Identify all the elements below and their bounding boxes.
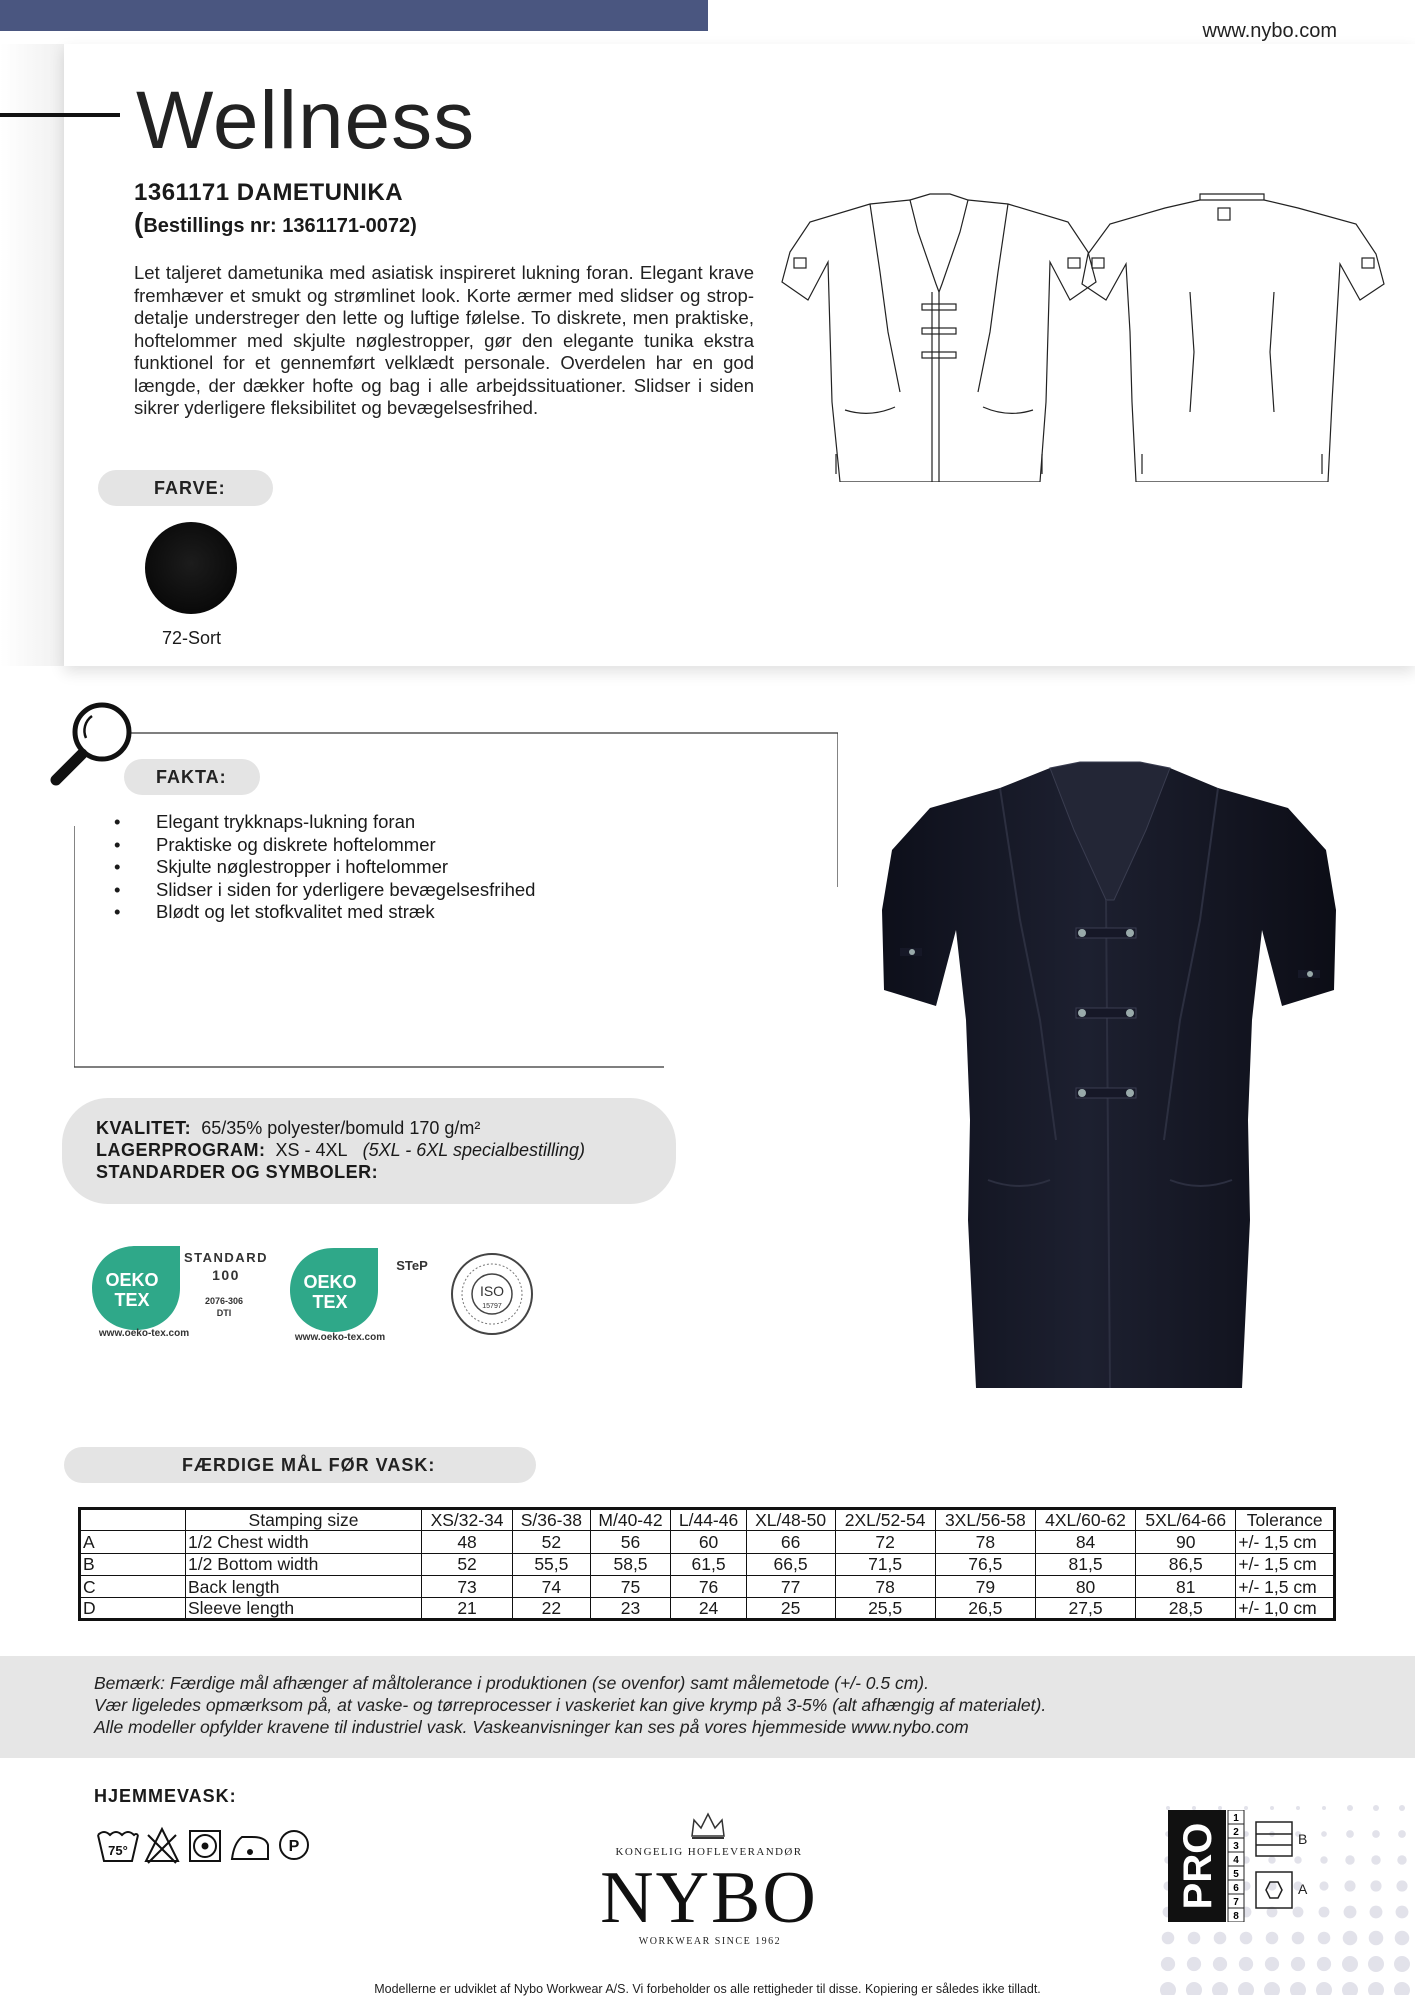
note-line: Vær ligeledes opmærksom på, at vaske- og tørreprocesser i vaskeriet kan give krymp på 3-5% (alt afhængig af materialet). xyxy=(94,1695,1047,1715)
table-row xyxy=(80,1553,1335,1575)
color-swatch-label: 72-Sort xyxy=(162,628,222,648)
professional-letter: P xyxy=(288,1838,300,1855)
facts-item: • Praktiske og diskrete hoftelommer xyxy=(114,834,535,857)
pro-word: PRO xyxy=(1176,1822,1220,1910)
decorative-dot xyxy=(1292,1932,1305,1945)
stock-program-line xyxy=(96,1140,585,1161)
table-cell: 52 xyxy=(422,1553,513,1575)
oeko-tex-standard-100-logo xyxy=(92,1246,268,1339)
table-cell: 81 xyxy=(1136,1575,1236,1597)
standards-line xyxy=(96,1162,378,1183)
decorative-dot xyxy=(1240,1932,1253,1945)
oeko2-url: www.oeko-tex.com xyxy=(294,1332,386,1343)
oeko1-line2: TEX xyxy=(114,1290,150,1310)
table-row xyxy=(80,1598,1335,1620)
stock-program-label: LAGERPROGRAM: xyxy=(96,1140,266,1160)
table-cell: 84 xyxy=(1035,1531,1135,1553)
decorative-dot xyxy=(1371,1855,1380,1864)
care-symbols xyxy=(96,1823,316,1867)
brand-logo: NYBO xyxy=(600,1857,818,1939)
crown-icon xyxy=(688,1810,728,1840)
order-number xyxy=(134,207,417,239)
oeko1-inst: DTI xyxy=(216,1308,232,1318)
row-key: C xyxy=(80,1575,186,1597)
size-header: XL/48-50 xyxy=(746,1509,835,1531)
quality-value: 65/35% polyester/bomuld 170 g/m² xyxy=(201,1118,481,1138)
pro-label-b: B xyxy=(1298,1831,1308,1847)
decorative-dot xyxy=(1343,1931,1358,1946)
size-header: M/40-42 xyxy=(590,1509,671,1531)
brand-since: WORKWEAR SINCE 1962 xyxy=(638,1936,782,1947)
tolerance-cell: +/- 1,5 cm xyxy=(1236,1553,1335,1575)
size-header: S/36-38 xyxy=(513,1509,590,1531)
oeko-tex-step-logo xyxy=(290,1248,428,1343)
wash-temp: 75° xyxy=(108,1843,128,1858)
decorative-dot xyxy=(1320,1856,1327,1863)
brand-tagline: KONGELIG HOFLEVERANDØR xyxy=(615,1846,803,1858)
decorative-dot xyxy=(1291,1957,1305,1971)
pro-scale-number: 4 xyxy=(1233,1855,1239,1866)
note-line: Bemærk: Færdige mål afhænger af måltolerance i produktionen (se ovenfor) samt målemetode (+/- 0.5 cm). xyxy=(94,1673,930,1693)
oeko1-url: www.oeko-tex.com xyxy=(98,1328,190,1339)
garment-photo xyxy=(870,760,1350,1400)
oeko2-title: STeP xyxy=(396,1258,428,1273)
order-paren: ( xyxy=(134,207,144,238)
measurements-heading: FÆRDIGE MÅL FØR VASK: xyxy=(64,1447,536,1483)
table-header-label: Stamping size xyxy=(186,1509,422,1531)
pro-scale xyxy=(1228,1810,1244,1922)
note-line: Alle modeller opfylder kravene til industriel vask. Vaskeanvisninger kan ses på vores hjemmeside www.nybo.com xyxy=(94,1717,969,1737)
home-wash-heading: HJEMMEVASK: xyxy=(94,1786,237,1806)
table-cell: 22 xyxy=(513,1598,590,1620)
table-cell: 27,5 xyxy=(1035,1598,1135,1620)
table-cell: 21 xyxy=(422,1598,513,1620)
table-cell: 78 xyxy=(835,1575,935,1597)
table-cell: 81,5 xyxy=(1035,1553,1135,1575)
decorative-dot xyxy=(1368,1956,1384,1972)
pro-quality-mark xyxy=(1168,1810,1310,1922)
oeko1-line1: OEKO xyxy=(105,1270,159,1290)
decorative-dot xyxy=(1162,1932,1175,1945)
iron-icon xyxy=(232,1837,268,1859)
facts-item: • Blødt og let stofkvalitet med stræk xyxy=(114,901,535,924)
decorative-dot xyxy=(1188,1932,1201,1945)
table-cell: 56 xyxy=(590,1531,671,1553)
decorative-dot xyxy=(1319,1907,1330,1918)
stock-program-value: XS - 4XL xyxy=(275,1140,348,1160)
certification-logos xyxy=(88,1240,558,1350)
product-description: Let taljeret dametunika med asiatisk inspireret lukning foran. Elegant krave fremhæver et smukt og strømlinet look. Korte ærmer med slidser og strop-detalje understreger den lette og luftige følelse. To diskrete, men praktiske, hoftelommer med skjulte nøglestropper, gør den elegante tunika ekstra funktionel for et gennemført velklædt personale. Overdelen har en god længde, der dækker hofte og bag i alle arbejdssituationer. Slidser i siden sikrer yderligere fleksibilitet og bevægelsesfrihed. xyxy=(134,262,754,418)
facts-item: • Elegant trykknaps-lukning foran xyxy=(114,811,535,834)
table-cell: 61,5 xyxy=(671,1553,746,1575)
table-cell: 74 xyxy=(513,1575,590,1597)
tumble-dry-icon xyxy=(190,1831,220,1861)
table-cell: 23 xyxy=(590,1598,671,1620)
pro-scale-number: 3 xyxy=(1233,1841,1239,1852)
decorative-dot xyxy=(1213,1957,1227,1971)
oeko1-title: STANDARD xyxy=(184,1250,268,1265)
table-cell: 66,5 xyxy=(746,1553,835,1575)
size-table xyxy=(78,1507,1336,1621)
decorative-dot xyxy=(1345,1855,1354,1864)
oeko2-line1: OEKO xyxy=(303,1272,357,1292)
table-cell: 76 xyxy=(671,1575,746,1597)
decorative-dot xyxy=(1239,1957,1253,1971)
pro-label-a: A xyxy=(1298,1881,1308,1897)
table-cell: 60 xyxy=(671,1531,746,1553)
table-cell: 71,5 xyxy=(835,1553,935,1575)
decorative-dot xyxy=(1317,1957,1331,1971)
decorative-dot xyxy=(1398,1830,1406,1838)
oeko2-line2: TEX xyxy=(312,1292,348,1312)
facts-item: • Slidser i siden for yderligere bevægelsesfrihed xyxy=(114,879,535,902)
decorative-dot xyxy=(1370,1906,1383,1919)
table-cell: 72 xyxy=(835,1531,935,1553)
table-cell: 75 xyxy=(590,1575,671,1597)
stock-program-note: (5XL - 6XL specialbestilling) xyxy=(362,1140,586,1160)
decorative-dot xyxy=(1395,1931,1410,1946)
row-label: 1/2 Bottom width xyxy=(186,1553,422,1575)
iso-label: ISO xyxy=(479,1283,505,1299)
decorative-dot xyxy=(1265,1957,1279,1971)
table-cell: 26,5 xyxy=(935,1598,1035,1620)
decorative-dot xyxy=(1344,1906,1357,1919)
iso-15797-logo xyxy=(452,1254,532,1334)
wash-75-icon xyxy=(98,1832,138,1861)
decorative-dot xyxy=(1396,1880,1407,1891)
pro-scale-number: 7 xyxy=(1233,1897,1239,1908)
table-header-row xyxy=(80,1509,1335,1531)
table-cell: 25,5 xyxy=(835,1598,935,1620)
decorative-dot xyxy=(1318,1932,1331,1945)
table-cell: 55,5 xyxy=(513,1553,590,1575)
table-cell: 48 xyxy=(422,1531,513,1553)
standards-label: STANDARDER OG SYMBOLER: xyxy=(96,1162,379,1182)
product-number: 1361171 DAMETUNIKA xyxy=(134,179,404,206)
color-swatch-black[interactable] xyxy=(145,522,237,614)
tolerance-header: Tolerance xyxy=(1236,1509,1335,1531)
row-key: B xyxy=(80,1553,186,1575)
facts-heading: FAKTA: xyxy=(124,759,260,795)
row-label: Back length xyxy=(186,1575,422,1597)
table-cell: 24 xyxy=(671,1598,746,1620)
decorative-dot xyxy=(1161,1957,1175,1971)
measurement-notes xyxy=(94,1672,1046,1738)
collection-title: Wellness xyxy=(136,75,476,166)
decorative-dot xyxy=(1370,1880,1381,1891)
row-label: Sleeve length xyxy=(186,1598,422,1620)
pro-level-b-icon xyxy=(1256,1822,1292,1856)
decorative-dot xyxy=(1319,1881,1328,1890)
size-header: 5XL/64-66 xyxy=(1136,1509,1236,1531)
decorative-dot xyxy=(1321,1831,1327,1837)
table-cell: 79 xyxy=(935,1575,1035,1597)
technical-sketch xyxy=(770,192,1390,482)
decorative-dot xyxy=(1347,1805,1353,1811)
decorative-dot xyxy=(1214,1932,1227,1945)
facts-list xyxy=(114,811,535,924)
quality-label: KVALITET: xyxy=(96,1118,192,1138)
color-heading: FARVE: xyxy=(98,470,273,506)
decorative-dot xyxy=(1373,1805,1379,1811)
table-cell: 76,5 xyxy=(935,1553,1035,1575)
decorative-dot xyxy=(1344,1880,1355,1891)
pro-scale-number: 1 xyxy=(1233,1813,1239,1824)
row-key: D xyxy=(80,1598,186,1620)
tolerance-cell: +/- 1,5 cm xyxy=(1236,1575,1335,1597)
table-cell: 52 xyxy=(513,1531,590,1553)
quality-line xyxy=(96,1118,480,1139)
pro-scale-number: 6 xyxy=(1233,1883,1239,1894)
pro-level-a-icon xyxy=(1256,1872,1292,1908)
decorative-dot xyxy=(1369,1931,1384,1946)
footer-copyright: Modellerne er udviklet af Nybo Workwear A/S. Vi forbeholder os alle rettigheder til disse. Kopiering er således ikke tilladt. xyxy=(374,1982,1041,1996)
table-cell: 78 xyxy=(935,1531,1035,1553)
tolerance-cell: +/- 1,5 cm xyxy=(1236,1531,1335,1553)
row-label: 1/2 Chest width xyxy=(186,1531,422,1553)
size-header: 2XL/52-54 xyxy=(835,1509,935,1531)
header-accent-bar xyxy=(0,0,708,31)
row-key: A xyxy=(80,1531,186,1553)
decorative-dot xyxy=(1322,1806,1326,1810)
facts-item: • Skjulte nøglestropper i hoftelommer xyxy=(114,856,535,879)
pro-scale-number: 2 xyxy=(1233,1827,1239,1838)
decorative-dot xyxy=(1346,1830,1354,1838)
decorative-dot xyxy=(1187,1957,1201,1971)
side-shade xyxy=(0,44,64,666)
size-header: 3XL/56-58 xyxy=(935,1509,1035,1531)
tolerance-cell: +/- 1,0 cm xyxy=(1236,1598,1335,1620)
table-cell: 86,5 xyxy=(1136,1553,1236,1575)
iso-number: 15797 xyxy=(482,1303,502,1310)
size-header: 4XL/60-62 xyxy=(1035,1509,1135,1531)
table-cell: 77 xyxy=(746,1575,835,1597)
decorative-dot xyxy=(1396,1906,1409,1919)
order-number-text: Bestillings nr: 1361171-0072) xyxy=(143,215,417,237)
table-cell: 25 xyxy=(746,1598,835,1620)
decorative-dot xyxy=(1342,1956,1358,1972)
oeko1-number: 100 xyxy=(212,1267,240,1283)
table-cell: 58,5 xyxy=(590,1553,671,1575)
table-cell: 28,5 xyxy=(1136,1598,1236,1620)
back-view-sketch xyxy=(1082,194,1384,482)
table-header-key xyxy=(80,1509,186,1531)
size-header: L/44-46 xyxy=(671,1509,746,1531)
front-view-sketch xyxy=(782,194,1096,482)
no-bleach-icon xyxy=(146,1829,178,1863)
table-cell: 80 xyxy=(1035,1575,1135,1597)
size-header: XS/32-34 xyxy=(422,1509,513,1531)
professional-clean-icon xyxy=(280,1831,308,1859)
table-row xyxy=(80,1531,1335,1553)
oeko1-code: 2076-306 xyxy=(204,1296,244,1306)
site-url: www.nybo.com xyxy=(1202,20,1337,42)
decorative-dot xyxy=(1372,1830,1380,1838)
table-cell: 73 xyxy=(422,1575,513,1597)
table-row xyxy=(80,1575,1335,1597)
table-cell: 66 xyxy=(746,1531,835,1553)
decorative-dot xyxy=(1397,1855,1406,1864)
title-dash xyxy=(0,113,120,117)
decorative-dot xyxy=(1399,1805,1405,1811)
pro-scale-number: 8 xyxy=(1233,1911,1239,1922)
pro-scale-number: 5 xyxy=(1233,1869,1239,1880)
decorative-dot xyxy=(1394,1956,1410,1972)
decorative-dot xyxy=(1266,1932,1279,1945)
table-cell: 90 xyxy=(1136,1531,1236,1553)
